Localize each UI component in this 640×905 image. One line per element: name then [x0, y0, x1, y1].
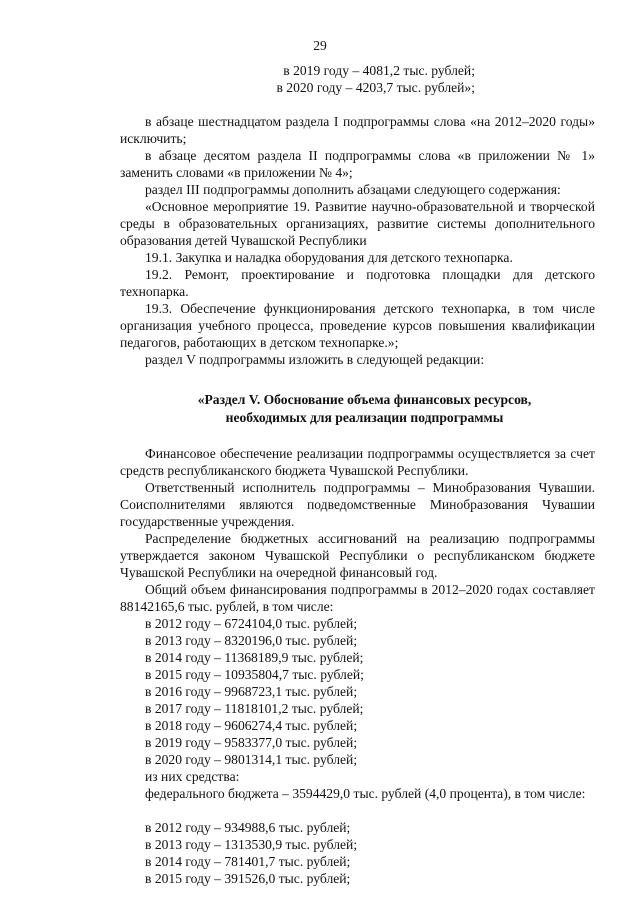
paragraph: Распределение бюджетных ассигнований на реализацию подпрограммы утверждается законом Чувашской Республики о республиканском бюджете Чувашской Республики на очередной финансовый год.: [120, 531, 595, 580]
list-item: в 2012 году – 934988,6 тыс. рублей;: [145, 820, 351, 835]
list-item: в 2019 году – 9583377,0 тыс. рублей;: [145, 735, 358, 750]
paragraph: раздел V подпрограммы изложить в следующей редакции:: [145, 352, 485, 367]
list-item: в 2020 году – 9801314,1 тыс. рублей;: [145, 752, 358, 767]
paragraph: федерального бюджета – 3594429,0 тыс. рублей (4,0 процента), в том числе:: [145, 786, 586, 801]
paragraph: «Основное мероприятие 19. Развитие научно-образовательной и творческой среды в образовательных организациях, развитие системы дополнительного образования детей Чувашской Республики: [120, 199, 595, 248]
paragraph: Финансовое обеспечение реализации подпрограммы осуществляется за счет средств республиканского бюджета Чувашской Республики.: [120, 446, 595, 478]
list-item: в 2016 году – 9968723,1 тыс. рублей;: [145, 684, 358, 699]
list-item: в 2018 году – 9606274,4 тыс. рублей;: [145, 718, 358, 733]
paragraph: в абзаце десятом раздела II подпрограммы слова «в приложении № 1» заменить словами «в приложении № 4»;: [120, 148, 595, 180]
section-heading: «Раздел V. Обоснование объема финансовых ресурсов,: [197, 392, 532, 407]
paragraph: Общий объем финансирования подпрограммы в 2012–2020 годах составляет 88142165,6 тыс. рублей, в том числе:: [120, 582, 595, 614]
list-item: в 2014 году – 11368189,9 тыс. рублей;: [145, 650, 364, 665]
list-item: в 2014 году – 781401,7 тыс. рублей;: [145, 854, 351, 869]
paragraph: в абзаце шестнадцатом раздела I подпрограммы слова «на 2012–2020 годы» исключить;: [120, 114, 595, 146]
paragraph: Ответственный исполнитель подпрограммы – Минобразования Чувашии. Соисполнителями являются подведомственные Минобразования Чувашии государственные учреждения.: [120, 480, 595, 529]
page-number: 29: [313, 38, 327, 53]
list-item: в 2015 году – 391526,0 тыс. рублей;: [145, 871, 351, 886]
paragraph: 19.3. Обеспечение функционирования детского технопарка, в том числе организация учебного процесса, проведение курсов повышения квалификации педагогов, работающих в детском технопарке.»;: [120, 301, 595, 350]
sources-label: из них средства:: [145, 769, 240, 784]
list-item: в 2017 году – 11818101,2 тыс. рублей;: [145, 701, 364, 716]
list-item: в 2013 году – 1313530,9 тыс. рублей;: [145, 837, 358, 852]
paragraph: раздел III подпрограммы дополнить абзацами следующего содержания:: [145, 182, 561, 197]
paragraph: 19.1. Закупка и наладка оборудования для детского технопарка.: [145, 250, 513, 265]
list-item: в 2013 году – 8320196,0 тыс. рублей;: [145, 633, 358, 648]
section-heading: необходимых для реализации подпрограммы: [225, 410, 504, 425]
list-item: в 2015 году – 10935804,7 тыс. рублей;: [145, 667, 364, 682]
paragraph: 19.2. Ремонт, проектирование и подготовка площадки для детского технопарка.: [120, 267, 595, 299]
amount-line: в 2019 году – 4081,2 тыс. рублей;: [283, 63, 475, 78]
list-item: в 2012 году – 6724104,0 тыс. рублей;: [145, 616, 358, 631]
amount-line: в 2020 году – 4203,7 тыс. рублей»;: [276, 80, 475, 95]
